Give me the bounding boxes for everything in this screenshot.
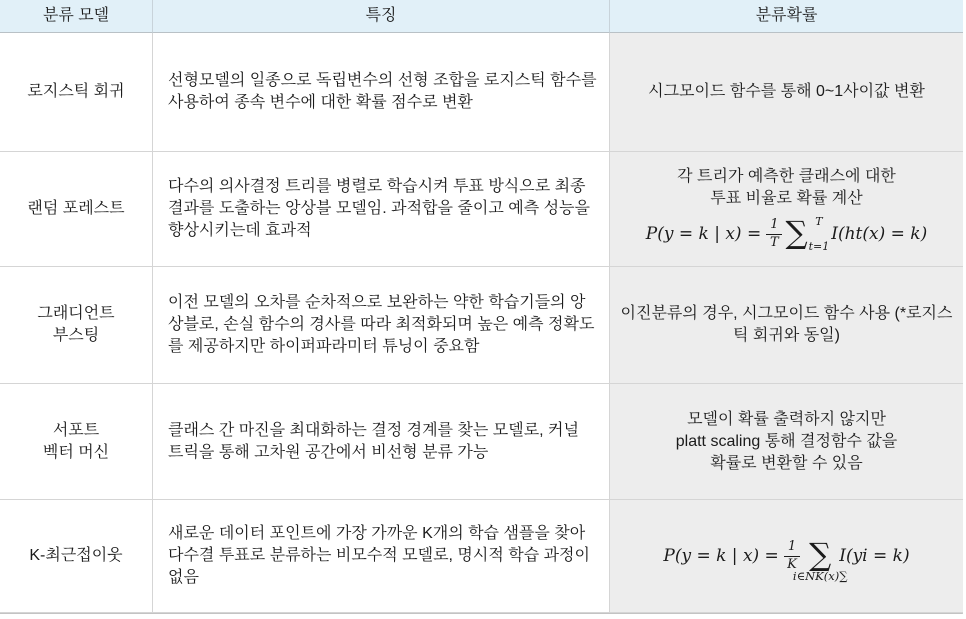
header-model: 분류 모델: [0, 0, 153, 33]
header-feature: 특징: [153, 0, 610, 33]
probability-cell: [610, 384, 963, 500]
feature-cell: [153, 267, 610, 384]
fraction-numerator: 1: [784, 540, 800, 557]
sigma-symbol: ∑: [809, 537, 832, 574]
probability-cell: [610, 152, 963, 267]
probability-text-line: 모델이 확률 출력하지 않지만: [687, 410, 886, 428]
model-name-line: 서포트: [52, 421, 100, 439]
summation: [792, 537, 848, 583]
fraction-numerator: 1: [766, 218, 782, 235]
model-cell: [0, 267, 153, 384]
model-cell: [0, 152, 153, 267]
sigma-symbol: ∑: [785, 215, 808, 252]
table-row-k-nearest-neighbors: [0, 500, 962, 613]
model-name-line: 벡터 머신: [42, 443, 110, 461]
table-row-support-vector-machine: [0, 384, 962, 500]
model-name: 랜덤 포레스트: [27, 200, 125, 217]
formula-lhs: P(y = k | x) =: [645, 223, 762, 244]
summation: [785, 216, 829, 252]
knn-probability-formula: [661, 537, 911, 583]
model-name-line: 부스팅: [52, 327, 100, 344]
probability-cell: [610, 267, 963, 384]
table-row-random-forest: [0, 152, 962, 267]
probability-text-line: 각 트리가 예측한 클래스에 대한: [677, 168, 896, 185]
table-row-gradient-boosting: [0, 267, 962, 384]
formula-rhs: I(ht(x) = k): [831, 223, 928, 244]
feature-text: 선형모델의 일종으로 독립변수의 선형 조합을 로지스틱 함수를 사용하여 종속 변수에 대한 확률 점수로 변환: [168, 72, 597, 111]
summation-lower-limit: i∈NK(x)∑: [792, 568, 848, 583]
fraction-denominator: K: [787, 556, 797, 572]
fraction: [766, 218, 782, 251]
probability-text-line: platt scaling 통해 결정함수 값을: [675, 432, 898, 450]
feature-text: 이전 모델의 오차를 순차적으로 보완하는 약한 학습기들의 앙상블로, 손실 함수의 경사를 따라 최적화되며 높은 예측 정확도를 제공하지만 하이퍼파라미터 튜닝이 중요함: [168, 294, 595, 355]
probability-cell: [610, 500, 963, 613]
fraction: [784, 540, 800, 573]
model-cell: [0, 384, 153, 500]
probability-text-line: 투표 비율로 확률 계산: [710, 190, 863, 207]
model-cell: [0, 33, 153, 152]
formula-rhs: I(yi = k): [839, 545, 910, 566]
probability-cell: [610, 33, 963, 152]
feature-cell: [153, 500, 610, 613]
summation-limits: [809, 216, 830, 252]
probability-text: 시그모이드 함수를 통해 0~1사이값 변환: [648, 83, 925, 100]
feature-cell: [153, 152, 610, 267]
feature-text: 다수의 의사결정 트리를 병렬로 학습시켜 투표 방식으로 최종결과를 도출하는 앙상블 모델임. 과적합을 줄이고 예측 성능을 향상시키는데 효과적: [168, 178, 590, 239]
random-forest-probability-formula: [644, 216, 929, 252]
probability-text-line: 확률로 변환할 수 있음: [710, 454, 863, 472]
feature-cell: [153, 384, 610, 500]
summation-upper-limit: T: [815, 215, 823, 228]
formula-lhs: P(y = k | x) =: [663, 545, 779, 566]
model-name: 로지스틱 회귀: [27, 83, 125, 100]
table-header-row: [0, 0, 962, 33]
header-probability: 분류확률: [610, 0, 963, 33]
feature-cell: [153, 33, 610, 152]
summation-lower-limit: t=1: [808, 240, 830, 253]
feature-text: 클래스 간 마진을 최대화하는 결정 경계를 찾는 모델로, 커널 트릭을 통해 고차원 공간에서 비선형 분류 가능: [168, 421, 579, 461]
fraction-denominator: T: [770, 234, 779, 250]
probability-text: 이진분류의 경우, 시그모이드 함수 사용 (*로지스틱 회귀와 동일): [620, 305, 953, 344]
model-name: K-최근접이웃: [29, 547, 123, 564]
model-name-line: 그래디언트: [37, 305, 115, 322]
table-row-logistic-regression: [0, 33, 962, 152]
feature-text: 새로운 데이터 포인트에 가장 가까운 K개의 학습 샘플을 찾아 다수결 투표로 분류하는 비모수적 모델로, 명시적 학습 과정이 없음: [168, 525, 590, 586]
model-cell: [0, 500, 153, 613]
